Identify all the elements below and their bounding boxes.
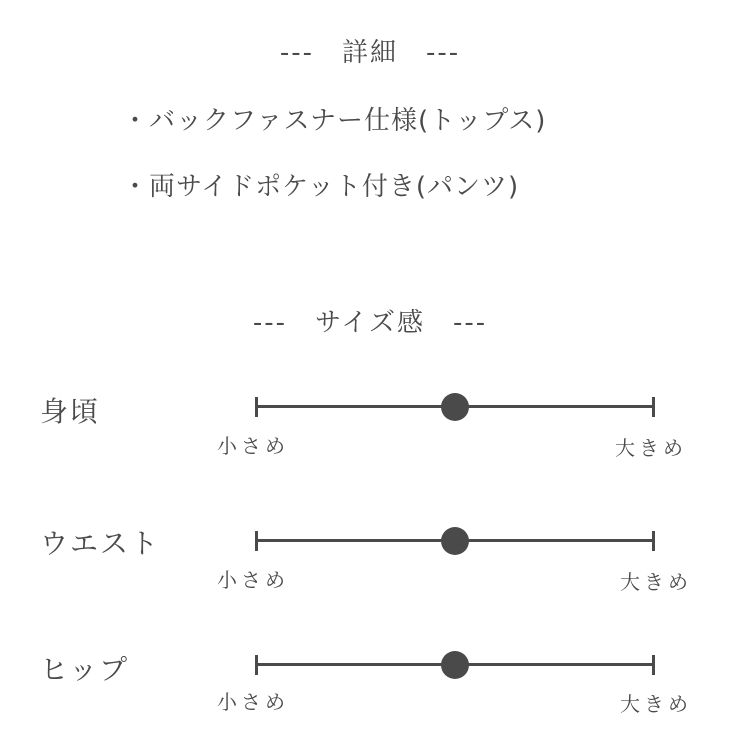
scale-max-tick [652,397,655,417]
scale-max-tick [652,531,655,551]
scale-label-waist: ウエスト [40,527,161,560]
details-heading: --- 詳細 --- [279,38,461,68]
scale-indicator-dot [441,651,469,679]
scale-max-tick [652,655,655,675]
scale-min-label: 小さめ [217,568,289,592]
scale-indicator-dot [441,527,469,555]
scale-label-body: 身頃 [40,395,101,428]
scale-label-hip: ヒップ [40,653,130,686]
size-feel-heading: --- サイズ感 --- [252,308,488,338]
scale-min-tick [255,397,258,417]
scale-min-label: 小さめ [217,434,289,458]
detail-item-back-zipper: ・バックファスナー仕様(トップス) [122,106,547,136]
scale-max-label: 大きめ [620,570,692,594]
scale-min-tick [255,531,258,551]
scale-indicator-dot [441,393,469,421]
scale-min-label: 小さめ [217,690,289,714]
scale-max-label: 大きめ [620,692,692,716]
detail-item-side-pockets: ・両サイドポケット付き(パンツ) [122,172,520,202]
scale-max-label: 大きめ [615,436,687,460]
scale-min-tick [255,655,258,675]
